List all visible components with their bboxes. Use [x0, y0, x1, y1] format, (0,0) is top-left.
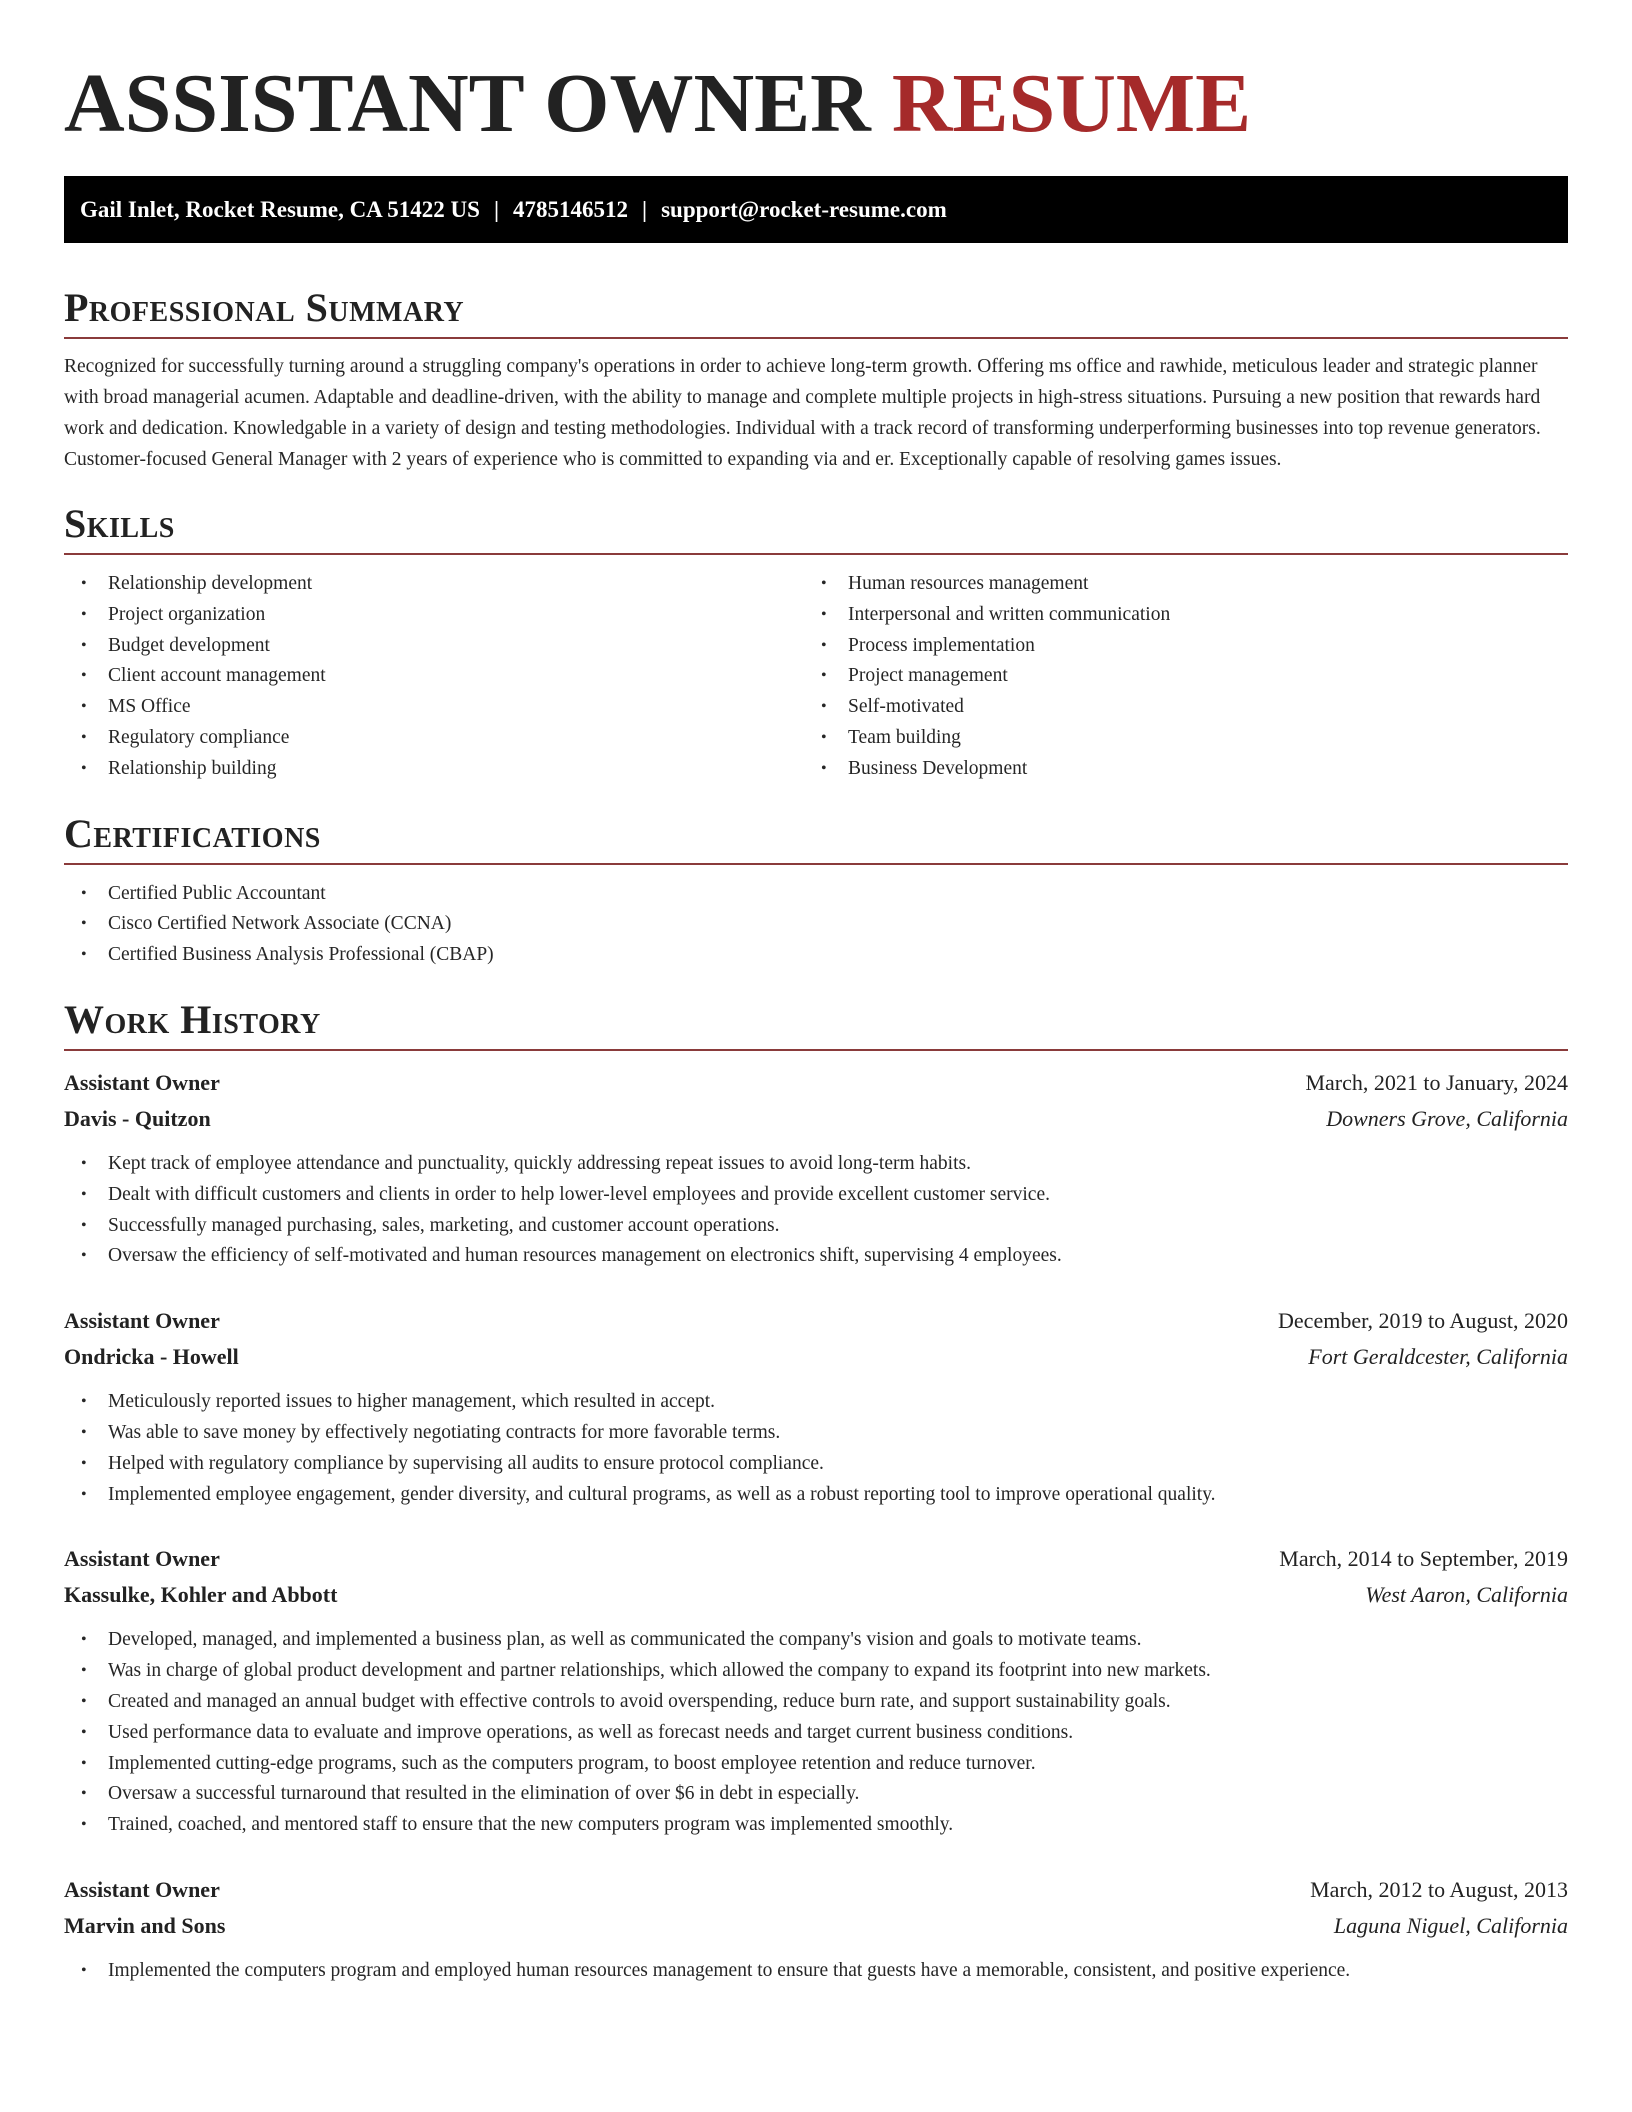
- job-company: Davis - Quitzon: [64, 1105, 211, 1131]
- bullet-icon: •: [81, 759, 87, 777]
- list-item-text: Implemented the computers program and employed human resources management to ensure that guests have a memorable, consistent, and positive experience.: [108, 1959, 1351, 1981]
- page-title: [64, 0, 1568, 150]
- bullet-icon: •: [81, 728, 87, 746]
- list-item-text: Self-motivated: [848, 696, 964, 718]
- list-item-text: Business Development: [848, 757, 1028, 779]
- bullet-icon: •: [821, 636, 827, 654]
- bullet-icon: •: [81, 1816, 87, 1834]
- bullet-icon: •: [81, 946, 87, 964]
- list-item: [64, 909, 1568, 940]
- job-header-row: [64, 1065, 1568, 1101]
- list-item-text: Interpersonal and written communication: [848, 603, 1171, 625]
- job-location: West Aaron, California: [1365, 1582, 1568, 1608]
- list-item-text: Cisco Certified Network Associate (CCNA): [108, 913, 452, 935]
- list-item: [64, 1241, 1568, 1272]
- list-item-text: Client account management: [108, 665, 326, 687]
- list-item: [64, 1211, 1568, 1242]
- summary-text: Recognized for successfully turning around a struggling company's operations in order to achieve long-term growth. Offering ms office and rawhide, meticulous leader and strategic planner with broad managerial acumen. Adaptable and deadline-driven, with the ability to manage and complete multiple projects in high-stress situations. Pursuing a new position that rewards hard work and dedication. Knowledgable in a variety of design and testing methodologies. Individual with a track record of transforming underperforming businesses into top revenue generators. Customer-focused General Manager with 2 years of experience who is committed to expanding via and er. Exceptionally capable of resolving games issues.: [64, 356, 1541, 470]
- bullet-icon: •: [81, 1754, 87, 1772]
- job-location: Downers Grove, California: [1326, 1105, 1568, 1131]
- list-item-text: Created and managed an annual budget with effective controls to avoid overspending, reduce burn rate, and support sustainability goals.: [108, 1690, 1171, 1712]
- list-item: [804, 723, 1544, 754]
- bullet-icon: •: [81, 1723, 87, 1741]
- list-item-text: Oversaw a successful turnaround that resulted in the elimination of over $6 in debt in especially.: [108, 1783, 860, 1805]
- list-item-text: Successfully managed purchasing, sales, marketing, and customer account operations.: [108, 1214, 780, 1236]
- title-accent: RESUME: [891, 57, 1252, 150]
- contact-separator: |: [493, 197, 500, 222]
- list-item: [804, 754, 1544, 785]
- list-item-text: Budget development: [108, 634, 270, 656]
- job-company-row: [64, 1577, 1568, 1613]
- list-item: [64, 754, 804, 785]
- bullet-icon: •: [81, 1154, 87, 1172]
- certifications-list: [64, 879, 1568, 971]
- list-item: [64, 723, 804, 754]
- bullet-icon: •: [821, 575, 827, 592]
- bullet-icon: •: [81, 605, 87, 623]
- bullet-icon: •: [81, 1662, 87, 1680]
- job-header-row: [64, 1541, 1568, 1577]
- list-item: [64, 1180, 1568, 1211]
- job-dates: March, 2012 to August, 2013: [1310, 1876, 1568, 1902]
- job-dates: March, 2014 to September, 2019: [1279, 1546, 1568, 1572]
- contact-separator: |: [642, 197, 648, 222]
- list-item-text: Was in charge of global product development and partner relationships, which allowed the company to expand its footprint into new markets.: [108, 1660, 1211, 1682]
- job-company-row: [64, 1339, 1568, 1375]
- list-item: [804, 631, 1544, 662]
- list-item-text: Relationship development: [108, 573, 313, 594]
- job-entry: [64, 1541, 1568, 1841]
- list-item-text: Was able to save money by effectively negotiating contracts for more favorable terms.: [108, 1421, 781, 1443]
- work-history-list: [64, 1065, 1568, 1987]
- job-dates: December, 2019 to August, 2020: [1278, 1308, 1568, 1334]
- list-item: [804, 569, 1544, 600]
- list-item-text: Certified Public Accountant: [108, 882, 326, 904]
- list-item: [64, 1718, 1568, 1749]
- list-item-text: Used performance data to evaluate and improve operations, as well as forecast needs and target current business conditions.: [108, 1721, 1074, 1743]
- job-company: Ondricka - Howell: [64, 1344, 239, 1370]
- job-location: Laguna Niguel, California: [1333, 1912, 1568, 1938]
- list-item: [64, 1810, 1568, 1841]
- list-item: [64, 1956, 1568, 1987]
- list-item-text: Implemented cutting-edge programs, such as the computers program, to boost employee retention and reduce turnover.: [108, 1752, 1036, 1774]
- bullet-icon: •: [821, 728, 827, 746]
- job-duties-list: [64, 1625, 1568, 1841]
- job-entry: [64, 1303, 1568, 1510]
- bullet-icon: •: [81, 1692, 87, 1710]
- list-item-text: MS Office: [108, 696, 191, 718]
- bullet-icon: •: [81, 1785, 87, 1803]
- bullet-icon: •: [821, 605, 827, 623]
- list-item: [804, 600, 1544, 631]
- list-item-text: Team building: [848, 726, 961, 748]
- section-heading-skills: Skills: [64, 501, 175, 546]
- skills-list: [64, 569, 1568, 785]
- title-main: ASSISTANT OWNER: [64, 57, 871, 150]
- section-divider: [64, 863, 1568, 865]
- list-item: [64, 661, 804, 692]
- list-item: [64, 1449, 1568, 1480]
- list-item-text: Developed, managed, and implemented a business plan, as well as communicated the company's vision and goals to motivate teams.: [108, 1629, 1142, 1651]
- list-item: [804, 692, 1544, 723]
- list-item: [64, 1480, 1568, 1511]
- bullet-icon: •: [81, 1247, 87, 1265]
- bullet-icon: •: [81, 915, 87, 933]
- bullet-icon: •: [81, 575, 87, 592]
- bullet-icon: •: [81, 1393, 87, 1411]
- bullet-icon: •: [821, 759, 827, 777]
- list-item-text: Project management: [848, 665, 1008, 687]
- job-header-row: [64, 1303, 1568, 1339]
- list-item: [64, 1656, 1568, 1687]
- list-item-text: Project organization: [108, 603, 266, 625]
- list-item-text: Human resources management: [848, 573, 1089, 594]
- list-item: [64, 692, 804, 723]
- list-item-text: Oversaw the efficiency of self-motivated and human resources management on electronics shift, supervising 4 employees.: [108, 1245, 1062, 1267]
- list-item-text: Process implementation: [848, 634, 1035, 656]
- contact-email[interactable]: support@rocket-resume.com: [661, 197, 947, 222]
- list-item-text: Relationship building: [108, 757, 277, 779]
- list-item: [64, 1749, 1568, 1780]
- skills-column-right: [804, 569, 1544, 785]
- job-title: Assistant Owner: [64, 1876, 220, 1902]
- bullet-icon: •: [81, 636, 87, 654]
- job-company: Marvin and Sons: [64, 1912, 226, 1938]
- section-heading-certifications: Certifications: [64, 810, 321, 856]
- list-item-text: Trained, coached, and mentored staff to ensure that the new computers program was implemented smoothly.: [108, 1814, 954, 1836]
- list-item: [64, 879, 1568, 910]
- bullet-icon: •: [81, 1485, 87, 1503]
- bullet-icon: •: [81, 698, 87, 716]
- bullet-icon: •: [821, 667, 827, 685]
- list-item-text: Dealt with difficult customers and clients in order to help lower-level employees and provide excellent customer service.: [108, 1183, 1050, 1205]
- job-title: Assistant Owner: [64, 1546, 220, 1572]
- bullet-icon: •: [81, 1423, 87, 1441]
- list-item: [64, 631, 804, 662]
- job-dates: March, 2021 to January, 2024: [1305, 1069, 1568, 1095]
- list-item-text: Implemented employee engagement, gender diversity, and cultural programs, as well as a robust reporting tool to improve operational quality.: [108, 1483, 1216, 1505]
- job-entry: [64, 1065, 1568, 1272]
- bullet-icon: •: [81, 667, 87, 685]
- job-title: Assistant Owner: [64, 1069, 220, 1095]
- bullet-icon: •: [81, 884, 87, 902]
- contact-address: Gail Inlet, Rocket Resume, CA 51422 US: [80, 197, 480, 222]
- job-title: Assistant Owner: [64, 1308, 220, 1334]
- job-header-row: [64, 1872, 1568, 1908]
- section-divider: [64, 337, 1568, 339]
- list-item-text: Meticulously reported issues to higher management, which resulted in accept.: [108, 1391, 716, 1413]
- list-item: [64, 1687, 1568, 1718]
- section-heading-work-history: Work History: [64, 996, 321, 1042]
- job-company-row: [64, 1101, 1568, 1137]
- list-item-text: Regulatory compliance: [108, 726, 290, 748]
- list-item: [64, 1418, 1568, 1449]
- list-item: [804, 661, 1544, 692]
- job-location: Fort Geraldcester, California: [1308, 1344, 1568, 1370]
- job-company: Kassulke, Kohler and Abbott: [64, 1582, 338, 1608]
- list-item-text: Kept track of employee attendance and punctuality, quickly addressing repeat issues to avoid long-term habits.: [108, 1152, 971, 1174]
- job-duties-list: [64, 1956, 1568, 1987]
- list-item: [64, 600, 804, 631]
- bullet-icon: •: [821, 698, 827, 716]
- list-item: [64, 1779, 1568, 1810]
- list-item: [64, 569, 804, 600]
- list-item: [64, 1149, 1568, 1180]
- list-item: [64, 1387, 1568, 1418]
- job-duties-list: [64, 1149, 1568, 1272]
- job-duties-list: [64, 1387, 1568, 1510]
- bullet-icon: •: [81, 1454, 87, 1472]
- section-divider: [64, 1049, 1568, 1051]
- section-divider: [64, 553, 1568, 555]
- section-heading-summary: Professional Summary: [64, 285, 465, 330]
- bullet-icon: •: [81, 1961, 87, 1979]
- job-company-row: [64, 1908, 1568, 1944]
- skills-column-left: [64, 569, 804, 785]
- list-item-text: Helped with regulatory compliance by supervising all audits to ensure protocol compliance.: [108, 1452, 824, 1474]
- list-item-text: Certified Business Analysis Professional (CBAP): [108, 944, 494, 966]
- bullet-icon: •: [81, 1216, 87, 1234]
- list-item: [64, 1625, 1568, 1656]
- bullet-icon: •: [81, 1631, 87, 1649]
- list-item: [64, 940, 1568, 971]
- bullet-icon: •: [81, 1185, 87, 1203]
- contact-bar: [64, 176, 1568, 243]
- job-entry: [64, 1872, 1568, 1987]
- contact-phone: 4785146512: [513, 197, 629, 222]
